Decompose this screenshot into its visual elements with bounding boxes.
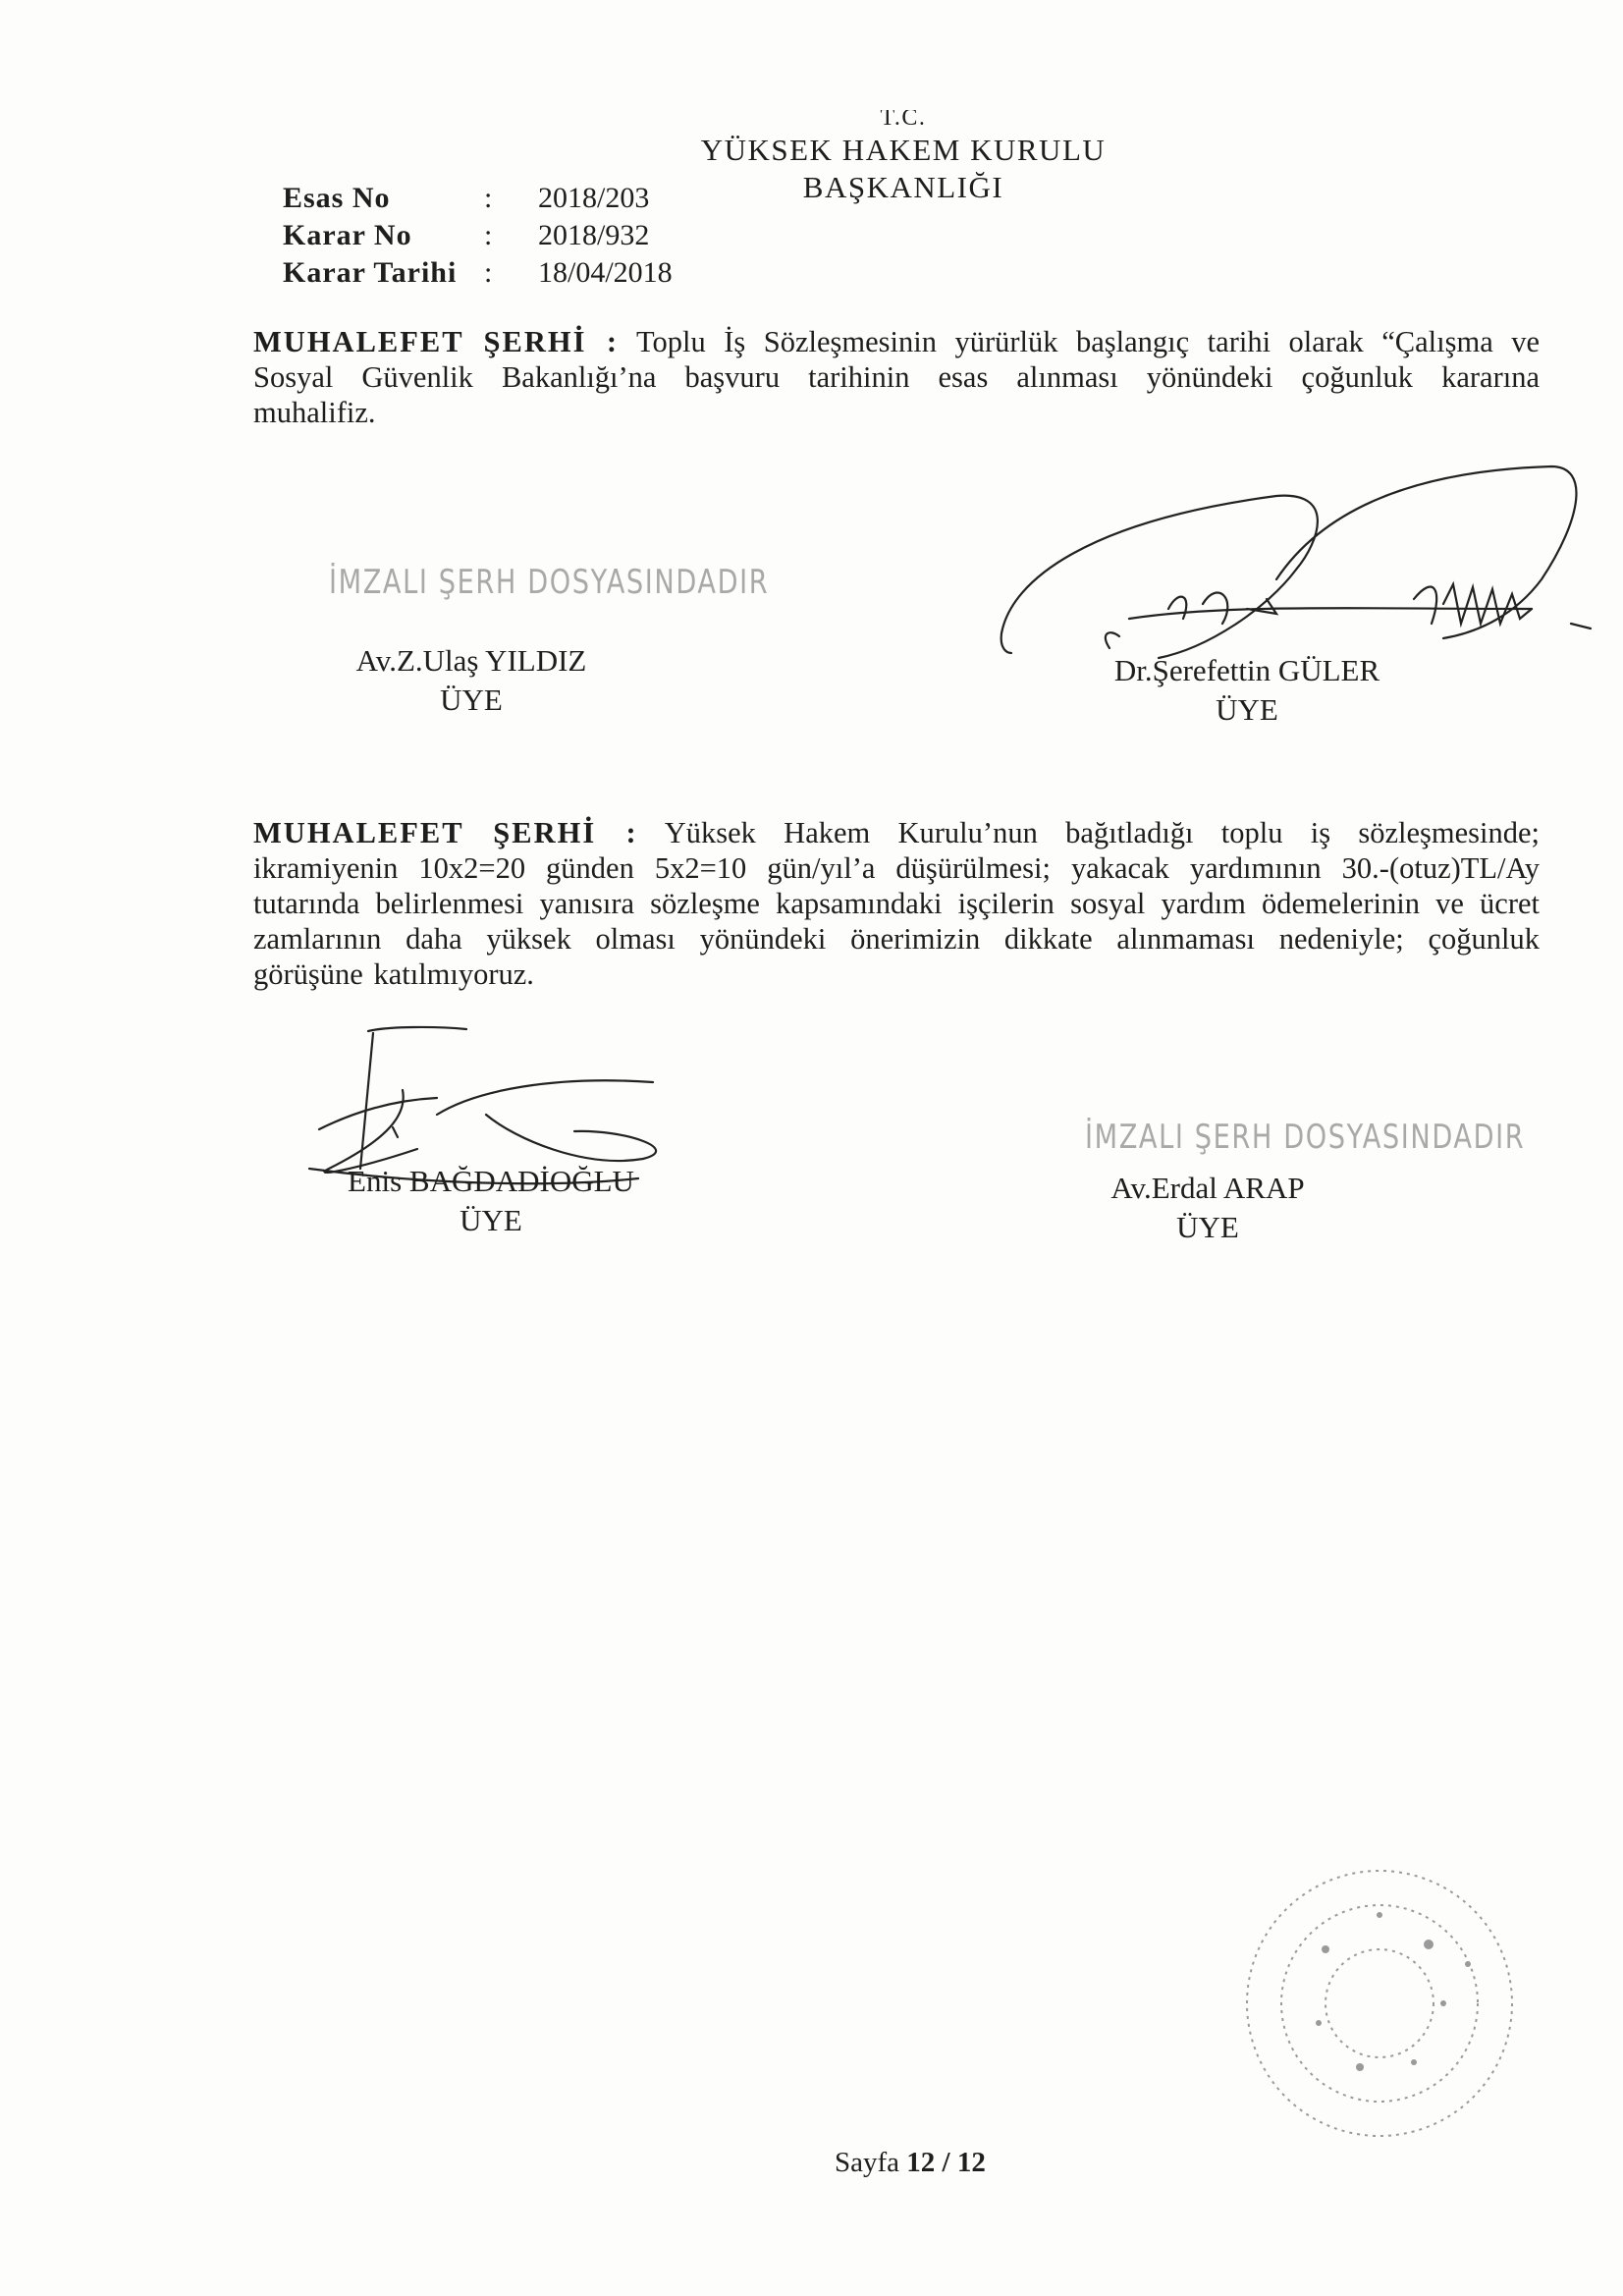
signatory-name: Dr.Şerefettin GÜLER	[1113, 653, 1380, 687]
dissent-paragraph-2	[253, 815, 1540, 992]
meta-colon: :	[484, 219, 493, 251]
signatory-role: ÜYE	[1176, 1210, 1239, 1244]
dissent-line: tutarında belirlenmesi yanısıra sözleşme kapsamındaki işçilerin sosyal yardım ödemelerinin ve ücret	[253, 887, 1540, 920]
page-number	[835, 2147, 986, 2179]
dissent-line	[253, 324, 1540, 359]
dissent-line: Sosyal Güvenlik Bakanlığı’na başvuru tarihinin esas alınması yönündeki çoğunluk kararına	[253, 360, 1540, 394]
signatory-name: Av.Erdal ARAP	[1110, 1171, 1305, 1205]
signatory-guler	[1090, 651, 1404, 730]
signed-dissent-stamp: İMZALI ŞERH DOSYASINDADIR	[1085, 1118, 1526, 1157]
dissent-text: Yüksek Hakem Kurulu’nun bağıtladığı toplu iş sözleşmesinde;	[664, 816, 1540, 849]
signatory-role: ÜYE	[440, 683, 503, 717]
dissent-paragraph-1	[253, 324, 1540, 430]
meta-label: Esas No	[283, 182, 391, 214]
meta-row-tarih	[283, 254, 673, 292]
signatory-bagdadioglu	[324, 1162, 658, 1240]
dissent-line	[253, 815, 1540, 850]
dissent-line: muhalifiz.	[253, 396, 376, 429]
official-seal-icon	[1232, 1856, 1527, 2151]
header-org-line2: BAŞKANLIĞI	[802, 170, 1004, 204]
signatory-role: ÜYE	[460, 1203, 522, 1237]
meta-value: 18/04/2018	[538, 256, 673, 289]
signatory-yildiz	[334, 641, 609, 720]
meta-colon: :	[484, 256, 493, 289]
signed-dissent-stamp: İMZALI ŞERH DOSYASINDADIR	[329, 563, 770, 602]
page-prefix: Sayfa	[835, 2147, 900, 2178]
dissent-line: ikramiyenin 10x2=20 günden 5x2=10 gün/yıl’a düşürülmesi; yakacak yardımının 30.-(otuz)TL/Ay	[253, 851, 1540, 885]
meta-label: Karar Tarihi	[283, 256, 458, 289]
header-tc: T.C.	[880, 110, 927, 126]
case-metadata	[283, 180, 673, 292]
signatory-name: Av.Z.Ulaş YILDIZ	[355, 643, 587, 678]
meta-label: Karar No	[283, 219, 412, 251]
signatory-name: Enis BAĞDADİOĞLU	[348, 1164, 634, 1198]
signatory-arap	[1080, 1169, 1335, 1247]
meta-value: 2018/203	[538, 182, 650, 214]
header-org-line1: YÜKSEK HAKEM KURULU	[700, 133, 1107, 167]
signatory-role: ÜYE	[1216, 692, 1278, 727]
meta-value: 2018/932	[538, 219, 650, 251]
dissent-heading: MUHALEFET ŞERHİ :	[253, 325, 620, 358]
dissent-line: zamlarının daha yüksek olması yönündeki önerimizin dikkate alınmaması nedeniyle; çoğunluk	[253, 922, 1540, 956]
page-count: 12 / 12	[906, 2147, 986, 2178]
document-header	[687, 110, 1119, 206]
meta-row-esas	[283, 180, 673, 217]
meta-row-karar	[283, 217, 673, 254]
dissent-heading: MUHALEFET ŞERHİ :	[253, 816, 638, 849]
meta-colon: :	[484, 182, 493, 214]
dissent-line: görüşüne katılmıyoruz.	[253, 957, 534, 991]
dissent-text: Toplu İş Sözleşmesinin yürürlük başlangıç tarihi olarak “Çalışma ve	[636, 325, 1541, 358]
